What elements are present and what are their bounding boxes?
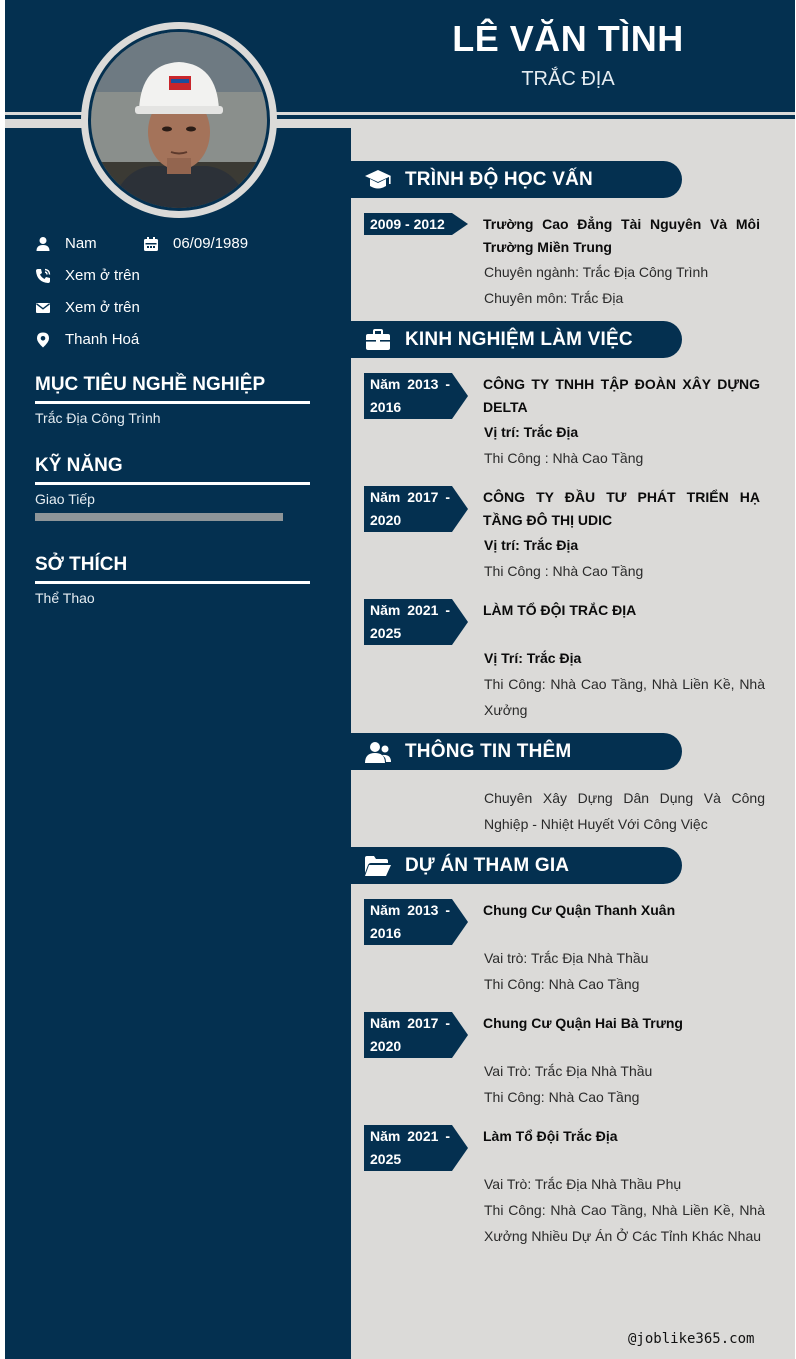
experience-position: Vị Trí: Trắc Địa [484, 650, 582, 666]
hobbies-text: Thể Thao [35, 590, 95, 606]
address-value: Thanh Hoá [65, 331, 140, 348]
map-pin-icon [35, 332, 51, 348]
graduation-cap-icon [363, 165, 393, 195]
user-icon [35, 236, 51, 252]
calendar-icon [143, 236, 159, 252]
project-date: Năm 2017 - 2020 [370, 1015, 450, 1054]
education-major: Chuyên ngành: Trắc Địa Công Trình [484, 264, 709, 280]
phone-row [35, 267, 140, 284]
objective-heading: MỤC TIÊU NGHỀ NGHIỆP [35, 374, 310, 404]
email-row [35, 299, 140, 316]
project-role: Vai Trò: Trắc Địa Nhà Thầu Phụ [484, 1176, 682, 1192]
candidate-name: LÊ VĂN TÌNH [452, 18, 684, 59]
project-description: Thi Công: Nhà Cao Tầng [484, 1089, 640, 1105]
education-date: 2009 - 2012 [370, 216, 445, 232]
projects-section-header [351, 847, 682, 884]
email-value: Xem ở trên [65, 299, 140, 316]
project-date: Năm 2013 - 2016 [370, 902, 450, 941]
additional-info-text: Chuyên Xây Dựng Dân Dụng Và Công Nghiệp - Nhiệt Huyết Với Công Việc [484, 790, 765, 832]
avatar-frame [81, 22, 277, 218]
experience-description: Thi Công : Nhà Cao Tầng [484, 450, 644, 466]
experience-position: Vị trí: Trắc Địa [484, 424, 579, 440]
envelope-icon [35, 300, 51, 316]
experience-date: Năm 2017 - 2020 [370, 489, 450, 528]
experience-description: Thi Công: Nhà Cao Tầng, Nhà Liền Kề, Nhà Xưởng [484, 676, 765, 718]
gender-value: Nam [65, 235, 97, 252]
folder-open-icon [363, 851, 393, 881]
briefcase-icon [363, 325, 393, 355]
skill-level-bar [35, 513, 283, 521]
experience-company: CÔNG TY ĐẦU TƯ PHÁT TRIỂN HẠ TẦNG ĐÔ THỊ UDIC [483, 489, 760, 528]
watermark-text: @joblike365.com [628, 1331, 755, 1347]
experience-date: Năm 2013 - 2016 [370, 376, 450, 415]
experience-date-tag [364, 599, 468, 645]
education-subject: Chuyên môn: Trắc Địa [484, 290, 624, 306]
experience-company: CÔNG TY TNHH TẬP ĐOÀN XÂY DỰNG DELTA [483, 376, 760, 415]
projects-title: DỰ ÁN THAM GIA [405, 854, 570, 876]
additional-info-section-header [351, 733, 682, 770]
avatar [91, 32, 267, 208]
cv-page [5, 0, 795, 1359]
phone-value: Xem ở trên [65, 267, 140, 284]
additional-info-title: THÔNG TIN THÊM [405, 740, 572, 762]
address-row [35, 331, 139, 348]
project-role: Vai Trò: Trắc Địa Nhà Thầu [484, 1063, 653, 1079]
job-title: TRẮC ĐỊA [521, 68, 615, 90]
experience-position: Vị trí: Trắc Địa [484, 537, 579, 553]
birthdate-value: 06/09/1989 [173, 235, 249, 252]
hobbies-heading: SỞ THÍCH [35, 554, 310, 584]
experience-date-tag [364, 373, 468, 419]
experience-section-header [351, 321, 682, 358]
project-date-tag [364, 1012, 468, 1058]
phone-icon [35, 268, 51, 284]
experience-company: LÀM TỔ ĐỘI TRẮC ĐỊA [483, 602, 637, 618]
project-name: Làm Tổ Đội Trắc Địa [483, 1128, 618, 1144]
project-role: Vai trò: Trắc Địa Nhà Thầu [484, 950, 649, 966]
gender-row [35, 235, 97, 252]
skill-name: Giao Tiếp [35, 491, 95, 507]
birthdate-row [143, 235, 248, 252]
project-name: Chung Cư Quận Hai Bà Trưng [483, 1015, 683, 1031]
education-title: TRÌNH ĐỘ HỌC VẤN [405, 168, 593, 190]
project-date-tag [364, 1125, 468, 1171]
experience-title: KINH NGHIỆM LÀM VIỆC [405, 328, 633, 350]
experience-date-tag [364, 486, 468, 532]
project-date-tag [364, 899, 468, 945]
experience-date: Năm 2021 - 2025 [370, 602, 450, 641]
users-icon [363, 737, 393, 767]
objective-text: Trắc Địa Công Trình [35, 410, 161, 426]
skills-heading: KỸ NĂNG [35, 455, 310, 485]
project-date: Năm 2021 - 2025 [370, 1128, 450, 1167]
education-section-header [351, 161, 682, 198]
project-description: Thi Công: Nhà Cao Tầng [484, 976, 640, 992]
project-name: Chung Cư Quận Thanh Xuân [483, 902, 676, 918]
education-school: Trường Cao Đẳng Tài Nguyên Và Môi Trường Miền Trung [483, 216, 760, 255]
project-description: Thi Công: Nhà Cao Tầng, Nhà Liền Kề, Nhà Xưởng Nhiều Dự Án Ở Các Tỉnh Khác Nhau [484, 1202, 765, 1244]
education-date-tag [364, 213, 468, 235]
experience-description: Thi Công : Nhà Cao Tầng [484, 563, 644, 579]
